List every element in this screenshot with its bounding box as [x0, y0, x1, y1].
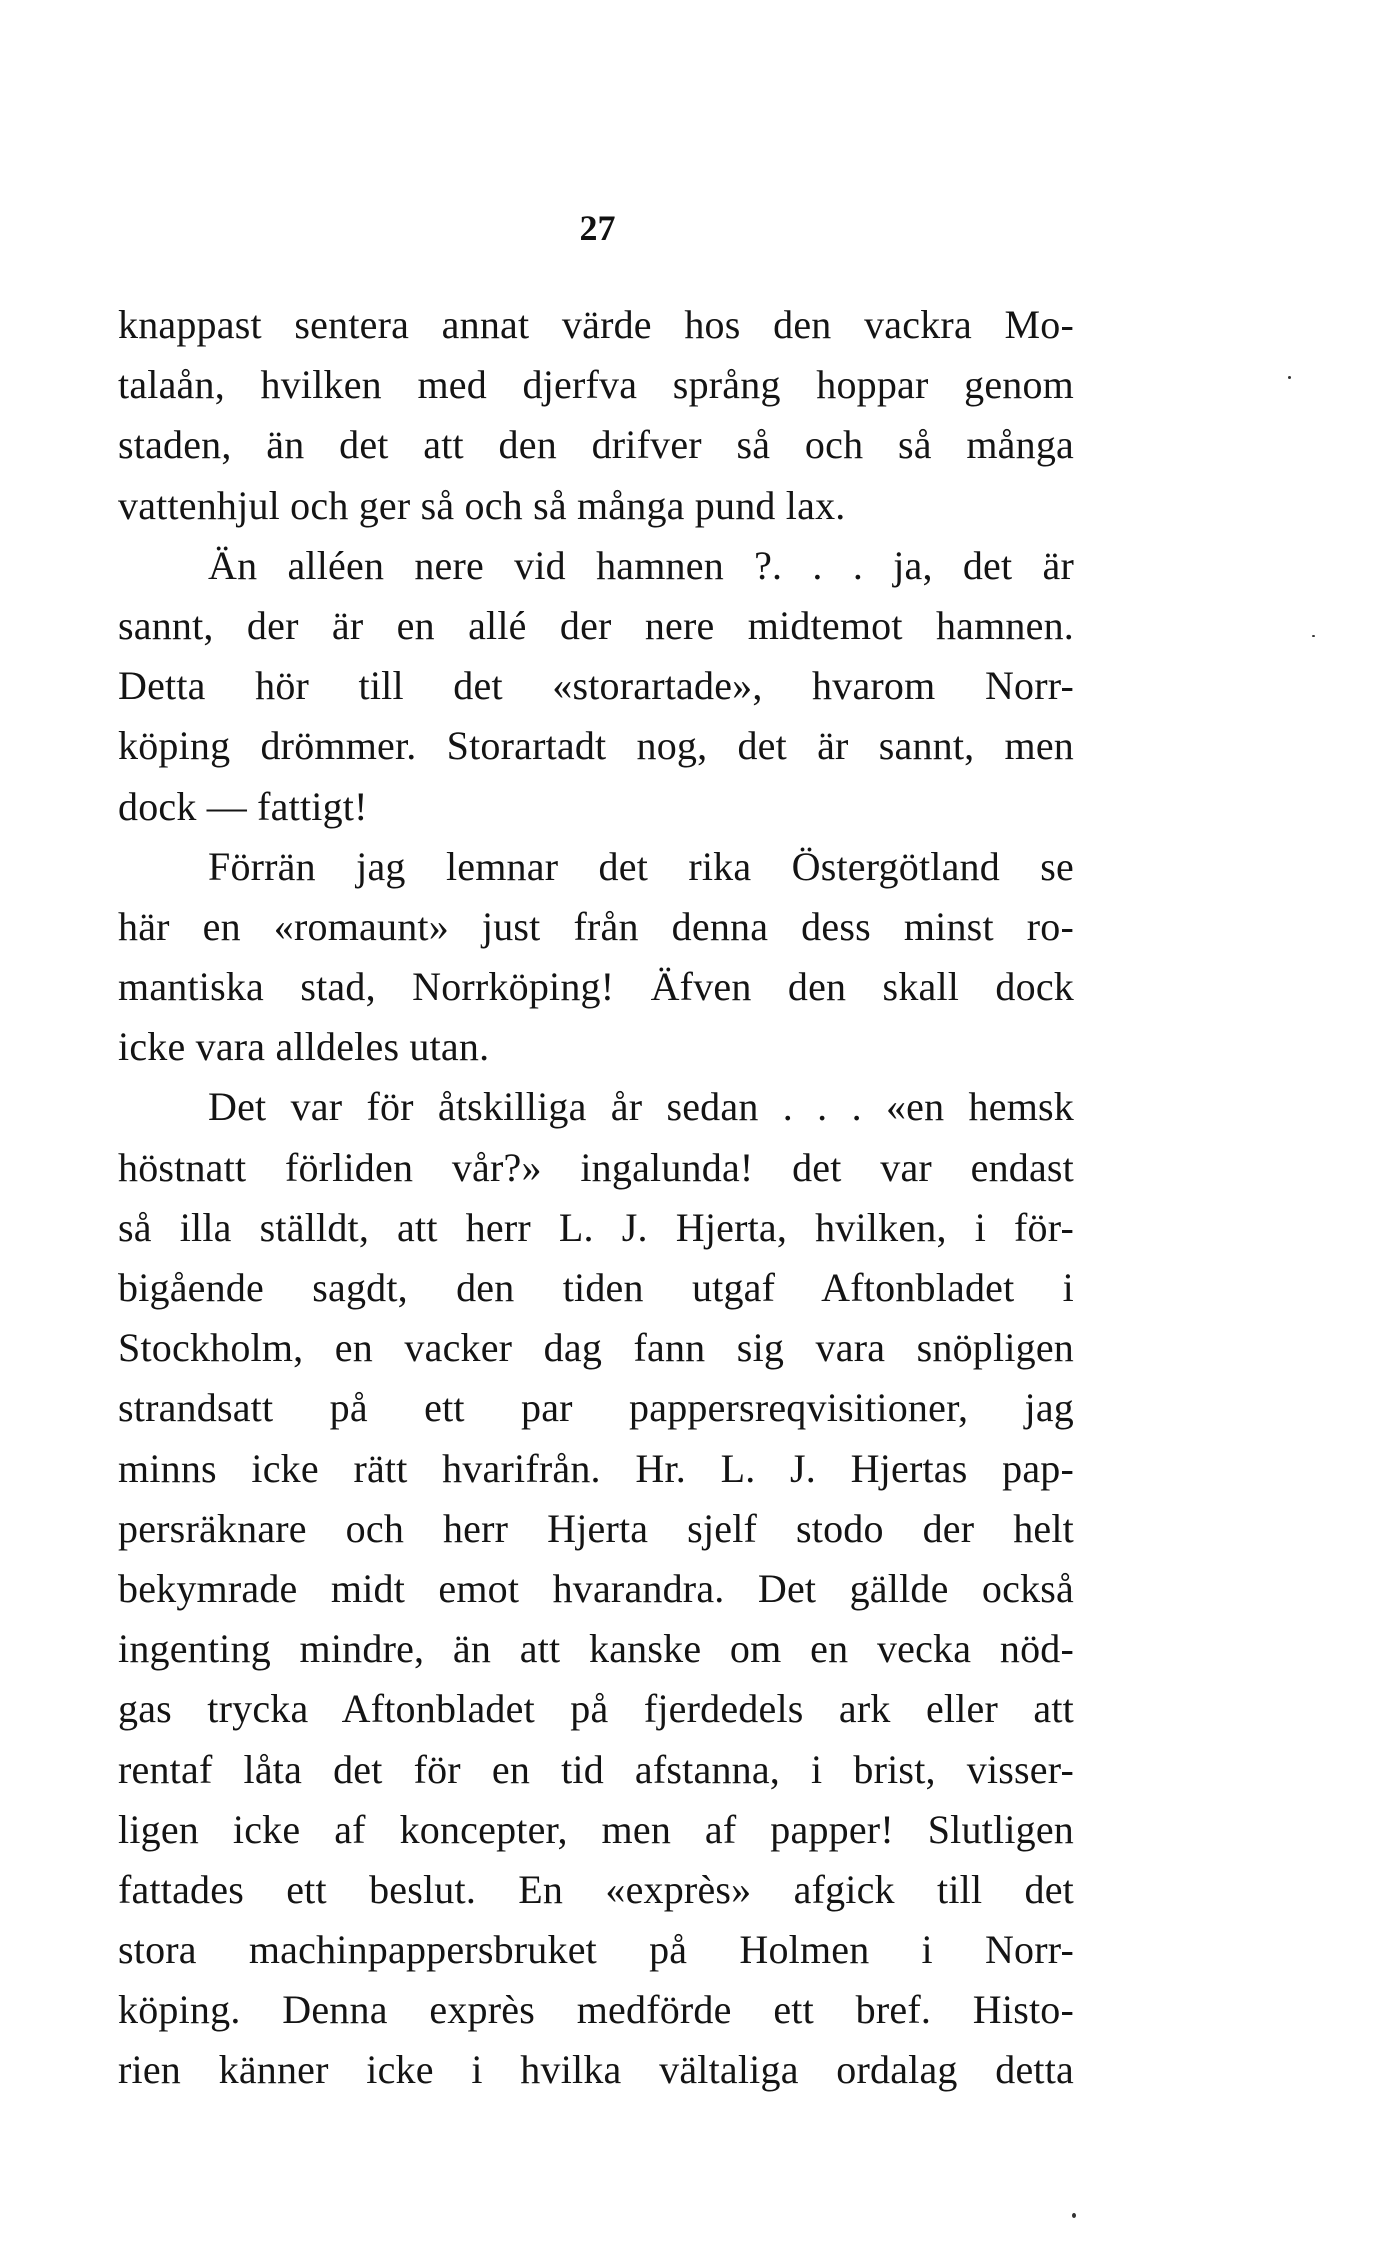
print-speck [1312, 635, 1315, 637]
text-line: ligen icke af koncepter, men af papper! Slutligen [118, 1806, 1074, 1852]
text-line: sannt, der är en allé der nere midtemot hamnen. [118, 602, 1074, 648]
text-line: stora machinpappersbruket på Holmen i Norr- [118, 1927, 1074, 1973]
text-line: så illa ställdt, att herr L. J. Hjerta, hvilken, i för- [118, 1204, 1074, 1250]
text-line: talaån, hvilken med djerfva språng hoppar genom [118, 362, 1074, 408]
page-number: 27 [579, 208, 616, 248]
text-line: Stockholm, en vacker dag fann sig vara snöpligen [118, 1325, 1074, 1371]
text-line: köping. Denna exprès medförde ett bref. Histo- [118, 1987, 1074, 2033]
text-line: fattades ett beslut. En «exprès» afgick till det [118, 1866, 1074, 1912]
text-line: köping drömmer. Storartadt nog, det är sannt, men [118, 723, 1074, 769]
text-line: dock — fattigt! [118, 783, 368, 829]
text-line: bekymrade midt emot hvarandra. Det gällde också [118, 1565, 1074, 1611]
text-line: här en «romaunt» just från denna dess minst ro- [118, 903, 1074, 949]
paragraph-first-line: Än alléen nere vid hamnen ?. . . ja, det är [208, 542, 1074, 588]
text-line: strandsatt på ett par pappersreqvisitioner, jag [118, 1385, 1074, 1431]
text-line: ingenting mindre, än att kanske om en vecka nöd- [118, 1626, 1074, 1672]
text-line: vattenhjul och ger så och så många pund lax. [118, 482, 846, 528]
text-line: höstnatt förliden vår?» ingalunda! det var endast [118, 1144, 1074, 1190]
text-line: rentaf låta det för en tid afstanna, i brist, visser- [118, 1746, 1074, 1792]
print-speck [1072, 2213, 1076, 2218]
text-line: mantiska stad, Norrköping! Äfven den skall dock [118, 964, 1074, 1010]
text-line: bigående sagdt, den tiden utgaf Aftonbladet i [118, 1265, 1074, 1310]
paragraph-first-line: Förrän jag lemnar det rika Östergötland se [208, 843, 1074, 889]
text-line: staden, än det att den drifver så och så många [118, 422, 1074, 468]
text-line: minns icke rätt hvarifrån. Hr. L. J. Hjertas pap- [118, 1445, 1074, 1491]
text-line: persräknare och herr Hjerta sjelf stodo der helt [118, 1505, 1074, 1551]
body-text [118, 295, 1074, 2101]
text-line: icke vara alldeles utan. [118, 1024, 490, 1070]
text-line: rien känner icke i hvilka vältaliga ordalag detta [118, 2047, 1074, 2093]
text-line: Detta hör till det «storartade», hvarom Norr- [118, 663, 1074, 709]
text-line: gas trycka Aftonbladet på fjerdedels ark eller att [118, 1686, 1074, 1732]
text-line: knappast sentera annat värde hos den vackra Mo- [118, 302, 1074, 347]
print-speck [1288, 376, 1291, 379]
paragraph-first-line: Det var för åtskilliga år sedan . . . «en hemsk [208, 1084, 1074, 1130]
